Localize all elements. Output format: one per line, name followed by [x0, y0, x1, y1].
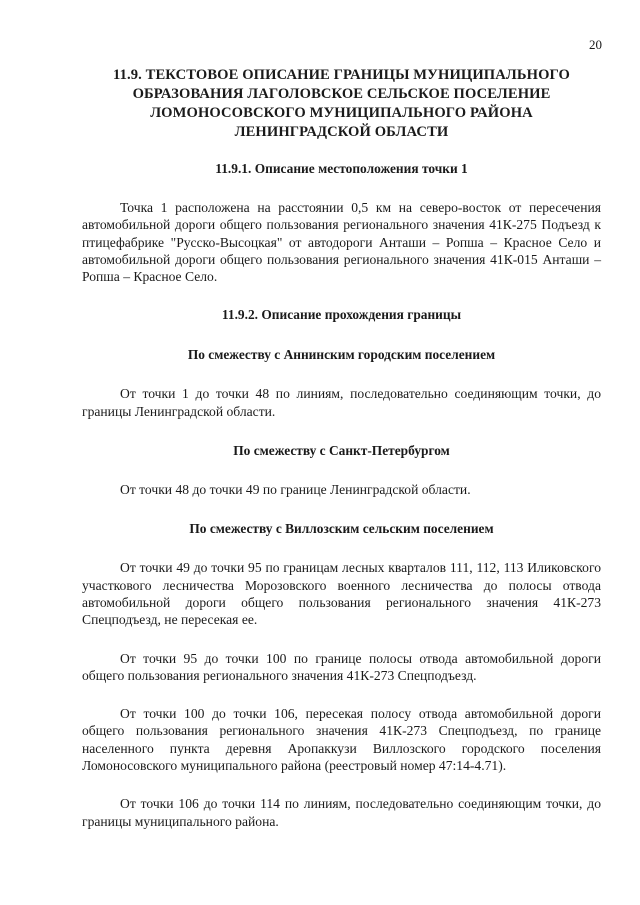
subsection-heading-saint-petersburg: По смежеству с Санкт-Петербургом	[233, 443, 450, 459]
section-heading-boundary-description: 11.9.2. Описание прохождения границы	[221, 307, 462, 323]
boundary-paragraph: От точки 100 до точки 106, пересекая полосу отвода автомобильной дороги общего пользования регионального значения 41К-273 Спецподъезд, по границе населенного пункта деревня Аропаккузи Виллозского городского поселения Ломоносовского муниципального района (реестровый номер 47:14-4.71).	[82, 706, 601, 774]
point-location-paragraph: Точка 1 расположена на расстоянии 0,5 км на северо-восток от пересечения автомобильной дороги общего пользования регионального значения 41К-275 Подъезд к птицефабрике "Русско-Высоцкая" от автодороги Анташи – Ропша – Красное Село и автомобильной дороги общего пользования регионального значения 41К-015 Анташи – Ропша – Красное Село.	[82, 200, 601, 285]
boundary-paragraph: От точки 106 до точки 114 по линиям, последовательно соединяющим точки, до границы муниципального района.	[82, 796, 601, 829]
boundary-paragraph: От точки 48 до точки 49 по границе Ленинградской области.	[120, 482, 471, 498]
subsection-heading-anninskoe: По смежеству с Аннинским городским поселением	[187, 347, 496, 363]
document-title: 11.9. ТЕКСТОВОЕ ОПИСАНИЕ ГРАНИЦЫ МУНИЦИПАЛЬНОГО ОБРАЗОВАНИЯ ЛАГОЛОВСКОЕ СЕЛЬСКОЕ ПОСЕЛЕНИЕ ЛОМОНОСОВСКОГО МУНИЦИПАЛЬНОГО РАЙОНА ЛЕНИНГРАДСКОЙ ОБЛАСТИ	[113, 67, 570, 140]
boundary-paragraph: От точки 95 до точки 100 по границе полосы отвода автомобильной дороги общего пользования регионального значения 41К-273 Спецподъезд.	[82, 650, 601, 683]
boundary-paragraph: От точки 1 до точки 48 по линиям, последовательно соединяющим точки, до границы Ленинградской области.	[82, 386, 601, 419]
subsection-heading-villozskoe: По смежеству с Виллозским сельским поселением	[189, 521, 494, 537]
boundary-paragraph: От точки 49 до точки 95 по границам лесных кварталов 111, 112, 113 Иликовского участкового лесничества Морозовского военного лесничества до полосы отвода автомобильной дороги общего пользования регионального значения 41К-273 Спецподъезд, не пересекая ее.	[82, 560, 601, 628]
page-number: 20	[589, 37, 602, 52]
section-heading-point-location: 11.9.1. Описание местоположения точки 1	[215, 161, 468, 176]
document-content	[82, 66, 601, 830]
